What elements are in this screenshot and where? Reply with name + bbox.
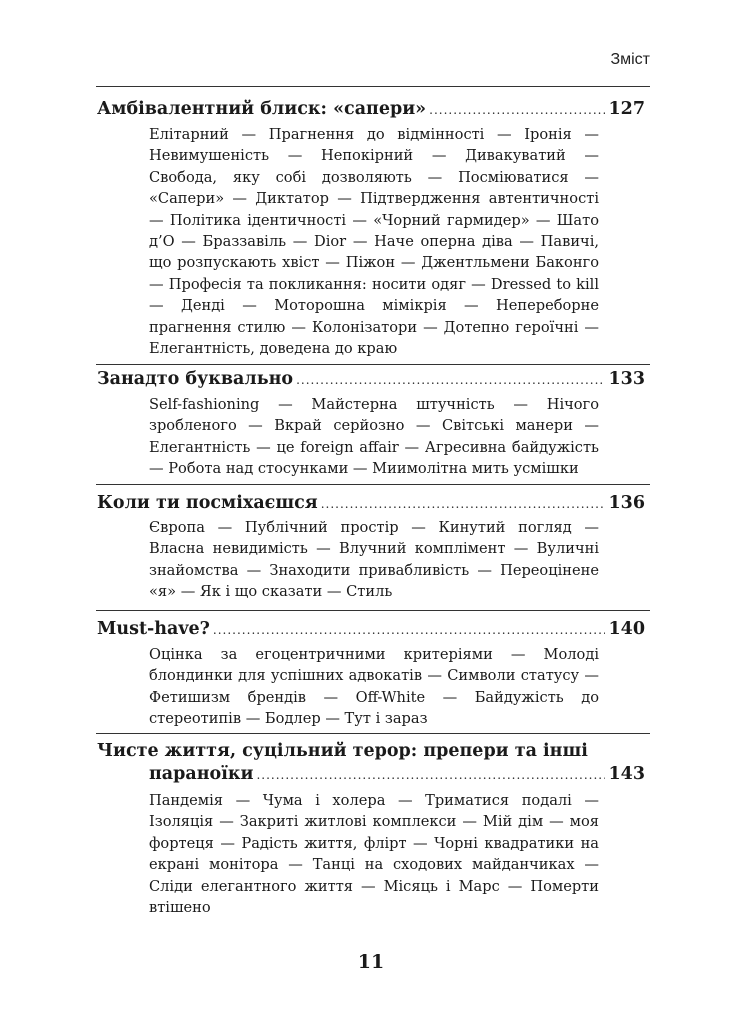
dot-leader <box>256 764 605 786</box>
section-divider <box>96 733 650 734</box>
page-number: 11 <box>357 951 385 973</box>
toc-entry-title <box>97 98 645 121</box>
toc-entry-title-text: Коли ти посміхаєшся <box>97 493 318 513</box>
section-divider <box>96 86 650 87</box>
toc-entry-title-text: параноїки <box>149 764 254 784</box>
section-divider <box>96 610 650 611</box>
toc-entry-description: Оцінка за егоцентричними критеріями — Молоді блондинки для успішних адвокатів — Символи статусу — Фетишизм брендів — Off-White — Байдужість до стереотипів — Бодлер — Тут і зараз <box>149 646 599 728</box>
running-head: Зміст <box>610 51 650 68</box>
toc-entry-title <box>97 618 645 641</box>
toc-entry-description: Європа — Публічний простір — Кинутий погляд — Власна невидимість — Влучний комплімент — Вуличні знайомства — Знаходити привабливість — Переоцінене «я» — Як і що сказати — Стиль <box>149 519 599 601</box>
toc-entry-title-text: Амбівалентний блиск: «сапери» <box>97 99 427 119</box>
dot-leader <box>321 493 606 515</box>
toc-entry-title <box>149 763 645 786</box>
toc-entry-page: 140 <box>608 619 645 639</box>
toc-entry-description: Елітарний — Прагнення до відмінності — Іронія — Невимушеність — Непокірний — Дивакуватий — Свобода, яку собі дозволяють — Посміюватися — «Сапери» — Диктатор — Підтвердження автентичності — Політика ідентичності — «Чорний гармидер» — Шато д’О — Браззавіль — Dior — Наче оперна діва — Павичі, що розпускають хвіст — Піжон — Джентльмени Баконго — Професія та покликання: носити одяг — Dressed to kill — Денді — Моторошна мімікрія — Непереборне прагнення стилю — Колонізатори — Дотепно героїчні — Елегантність, доведена до краю <box>149 126 599 358</box>
section-divider <box>96 484 650 485</box>
toc-entry-description: Пандемія — Чума і холера — Триматися подалі — Ізоляція — Закриті житлові комплекси — Мій дім — моя фортеця — Радість життя, флірт — Чорні квадратики на екрані монітора — Танці на сходових майданчиках — Сліди елегантного життя — Місяць і Марс — Померти втішено <box>149 792 599 917</box>
dot-leader <box>213 619 606 641</box>
toc-entry-page: 136 <box>608 493 645 513</box>
section-divider <box>96 364 650 365</box>
toc-entry-page: 127 <box>608 99 645 119</box>
toc-entry-title-line1: Чисте життя, суцільний терор: препери та інші <box>97 741 588 761</box>
toc-entry-title-text: Must-have? <box>97 619 210 639</box>
toc-entry-description: Self-fashioning — Майстерна штучність — Нічого зробленого — Вкрай серйозно — Світські манери — Елегантність — це foreign affair — Агресивна байдужість — Робота над стосунками — Миимолітна мить усмішки <box>149 396 599 478</box>
toc-entry-title <box>97 492 645 515</box>
dot-leader <box>429 99 605 121</box>
dot-leader <box>296 369 605 391</box>
toc-entry-page: 143 <box>608 764 645 784</box>
toc-entry-page: 133 <box>608 369 645 389</box>
toc-entry-title <box>97 368 645 391</box>
toc-entry-title-text: Занадто буквально <box>97 369 294 389</box>
